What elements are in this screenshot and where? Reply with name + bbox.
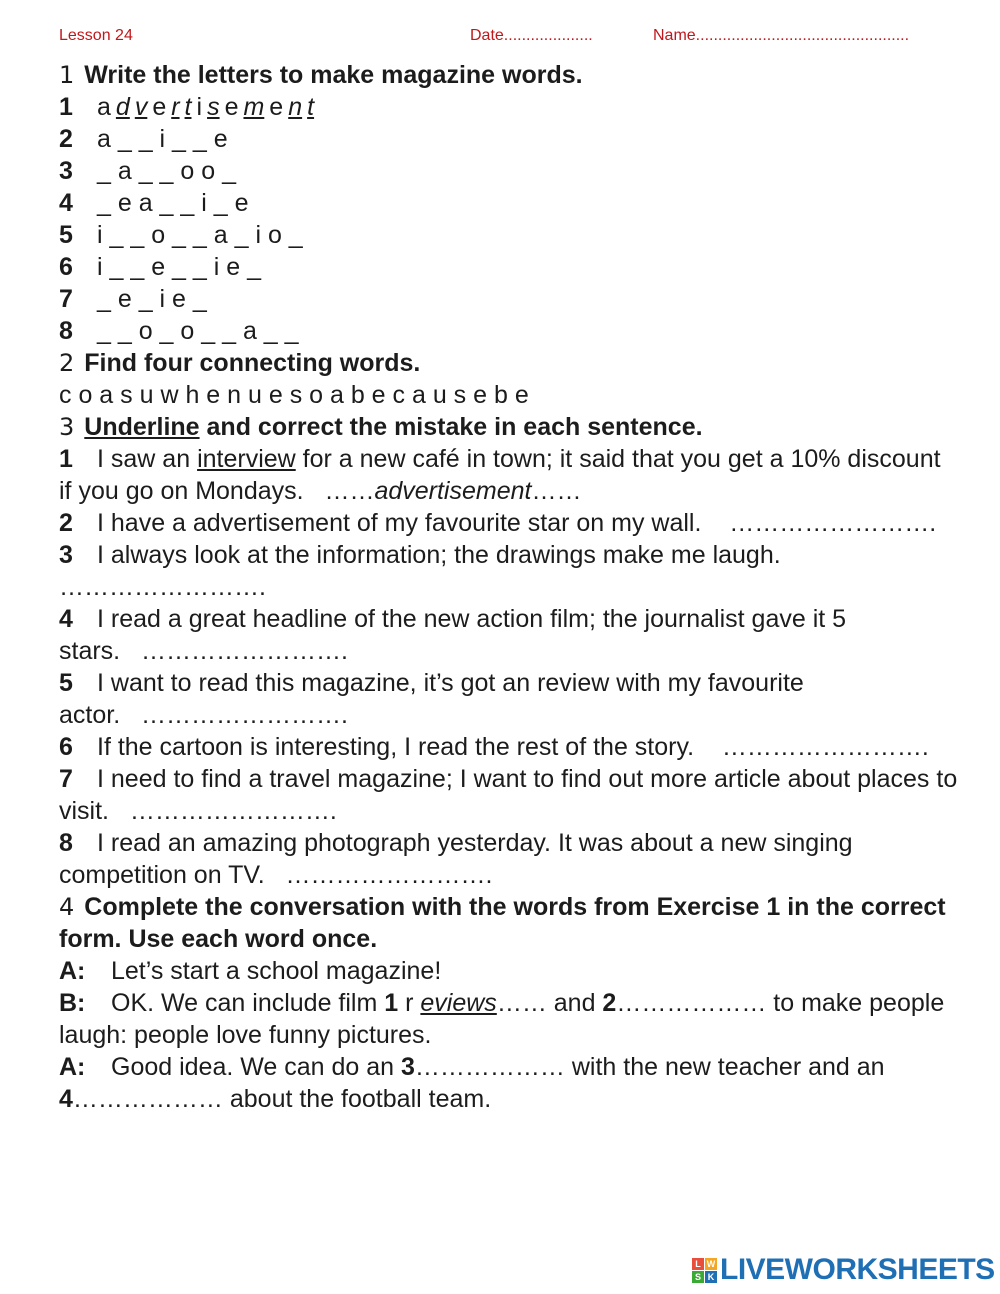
item-number: 5	[59, 669, 73, 697]
gap-number: 1	[384, 989, 399, 1017]
sentence-item	[59, 507, 959, 539]
gap-number: 4	[59, 1085, 73, 1113]
sentence-text[interactable]: I always look at the information; the drawings make me laugh.	[97, 541, 781, 569]
word-item[interactable]	[59, 251, 959, 283]
answer-field[interactable]: …………………….	[285, 861, 493, 889]
answer-field[interactable]: advertisement	[374, 477, 532, 505]
item-number: 1	[59, 93, 73, 121]
dialogue-text: Let’s start a school magazine!	[111, 957, 442, 985]
section2-instruction: Find four connecting words.	[84, 349, 421, 377]
underlined-mistake[interactable]: interview	[197, 445, 296, 473]
sentence-item	[59, 539, 959, 603]
word-pattern[interactable]: _ a _ _ o o _	[97, 157, 237, 185]
item-number: 4	[59, 605, 73, 633]
logo-block: S	[692, 1271, 704, 1283]
answer-field[interactable]: ……………… to make people laugh: people love funny pictures.	[59, 989, 945, 1049]
word-pattern[interactable]: i _ _ o _ _ a _ i o _	[97, 221, 303, 249]
section-number: 2	[59, 349, 75, 377]
dialogue-line	[59, 955, 959, 987]
sentence-text[interactable]: I have a advertisement of my favourite star on my wall.	[97, 509, 702, 537]
date-field[interactable]: Date....................	[470, 27, 593, 44]
logo-blocks-icon	[692, 1258, 717, 1283]
lesson-label: Lesson 24	[59, 27, 133, 44]
sentence-item	[59, 667, 959, 731]
logo-block: W	[706, 1258, 716, 1269]
sentence-text[interactable]: I want to read this magazine, it’s got an review with my favourite actor.	[59, 669, 804, 729]
sentence-text[interactable]: I need to find a travel magazine; I want to find out more article about places to visit.	[59, 765, 958, 825]
sentence-item	[59, 763, 959, 827]
answer-field[interactable]: ……………… about the football team.	[72, 1085, 492, 1113]
section3-heading	[59, 411, 959, 443]
sentence-item	[59, 603, 959, 667]
item-number: 3	[59, 541, 73, 569]
item-number: 6	[59, 253, 73, 281]
sentence-text[interactable]: If the cartoon is interesting, I read the rest of the story.	[97, 733, 695, 761]
section-number: 1	[59, 61, 75, 89]
dialogue-line	[59, 1051, 959, 1115]
section4-instruction: Complete the conversation with the words from Exercise 1 in the correct form. Use each word once.	[59, 893, 946, 953]
worksheet-content	[59, 59, 959, 1115]
logo-block: L	[692, 1258, 704, 1270]
dialogue-line	[59, 987, 959, 1051]
word-item[interactable]	[59, 283, 959, 315]
section3-instruction: and correct the mistake in each sentence.	[199, 413, 703, 441]
answer-field[interactable]: ……………… with the new teacher and an	[414, 1053, 885, 1081]
word-answer[interactable]: a d v e r t i s e m e n t	[97, 93, 315, 121]
speaker-label: B:	[59, 989, 86, 1017]
word-item[interactable]	[59, 123, 959, 155]
word-item[interactable]	[59, 219, 959, 251]
dialogue-text: r	[398, 989, 421, 1017]
word-pattern[interactable]: _ _ o _ o _ _ a _ _	[97, 317, 299, 345]
sentence-text[interactable]: I read a great headline of the new action film; the journalist gave it 5 stars.	[59, 605, 847, 665]
dialogue-text: Good idea. We can do an	[111, 1053, 402, 1081]
letter-string[interactable]: c o a s u w h e n u e s o a b e c a u s e b e	[59, 381, 529, 409]
sentence-text[interactable]: I read an amazing photograph yesterday. It was about a new singing competition on TV.	[59, 829, 853, 889]
answer-gap: ……	[324, 477, 375, 505]
sentence-text: I saw an	[97, 445, 198, 473]
name-field[interactable]: Name................................................	[653, 27, 910, 44]
item-number: 2	[59, 509, 73, 537]
speaker-label: A:	[59, 1053, 86, 1081]
item-number: 2	[59, 125, 73, 153]
answer-gap: ……	[531, 477, 582, 505]
section2-heading	[59, 347, 959, 379]
section-number: 3	[59, 413, 75, 441]
item-number: 8	[59, 829, 73, 857]
liveworksheets-logo[interactable]	[692, 1255, 995, 1285]
item-number: 4	[59, 189, 73, 217]
item-number: 6	[59, 733, 73, 761]
brand-name: LIVEWORKSHEETS	[720, 1253, 995, 1286]
sentence-item	[59, 827, 959, 891]
word-pattern[interactable]: a _ _ i _ _ e	[97, 125, 228, 153]
word-item[interactable]	[59, 155, 959, 187]
dialogue-text: OK. We can include film	[111, 989, 385, 1017]
section4-heading	[59, 891, 959, 955]
word-item[interactable]	[59, 315, 959, 347]
answer-field[interactable]: …………………….	[140, 637, 348, 665]
gap-number: 3	[401, 1053, 415, 1081]
dialogue-text: …… and	[496, 989, 603, 1017]
word-item[interactable]	[59, 187, 959, 219]
item-number: 7	[59, 765, 73, 793]
section3-instruction-underlined: Underline	[84, 413, 200, 441]
speaker-label: A:	[59, 957, 86, 985]
gap-number: 2	[602, 989, 617, 1017]
item-number: 7	[59, 285, 73, 313]
section-number: 4	[59, 893, 75, 921]
answer-field[interactable]: …………………….	[141, 701, 348, 729]
item-number: 1	[59, 445, 73, 473]
section1-heading	[59, 59, 959, 91]
word-pattern[interactable]: _ e _ i e _	[97, 285, 207, 313]
item-number: 8	[59, 317, 73, 345]
sentence-text: for a new café in town; it said that you get a 10% discount if you go on Mondays.	[59, 445, 941, 505]
item-number: 5	[59, 221, 73, 249]
sentence-item	[59, 731, 959, 763]
sentence-item	[59, 443, 959, 507]
logo-block: K	[705, 1271, 717, 1283]
answer-field[interactable]: …………………….	[59, 573, 266, 601]
word-pattern[interactable]: _ e a _ _ i _ e	[97, 189, 249, 217]
answer-field[interactable]: eviews	[420, 989, 497, 1017]
word-item	[59, 91, 959, 123]
answer-field[interactable]: …………………….	[129, 797, 337, 825]
item-number: 3	[59, 157, 73, 185]
word-pattern[interactable]: i _ _ e _ _ i e _	[97, 253, 262, 281]
answer-field[interactable]: …………………….	[721, 733, 929, 761]
answer-field[interactable]: …………………….	[729, 509, 937, 537]
section1-instruction: Write the letters to make magazine words.	[84, 61, 583, 89]
